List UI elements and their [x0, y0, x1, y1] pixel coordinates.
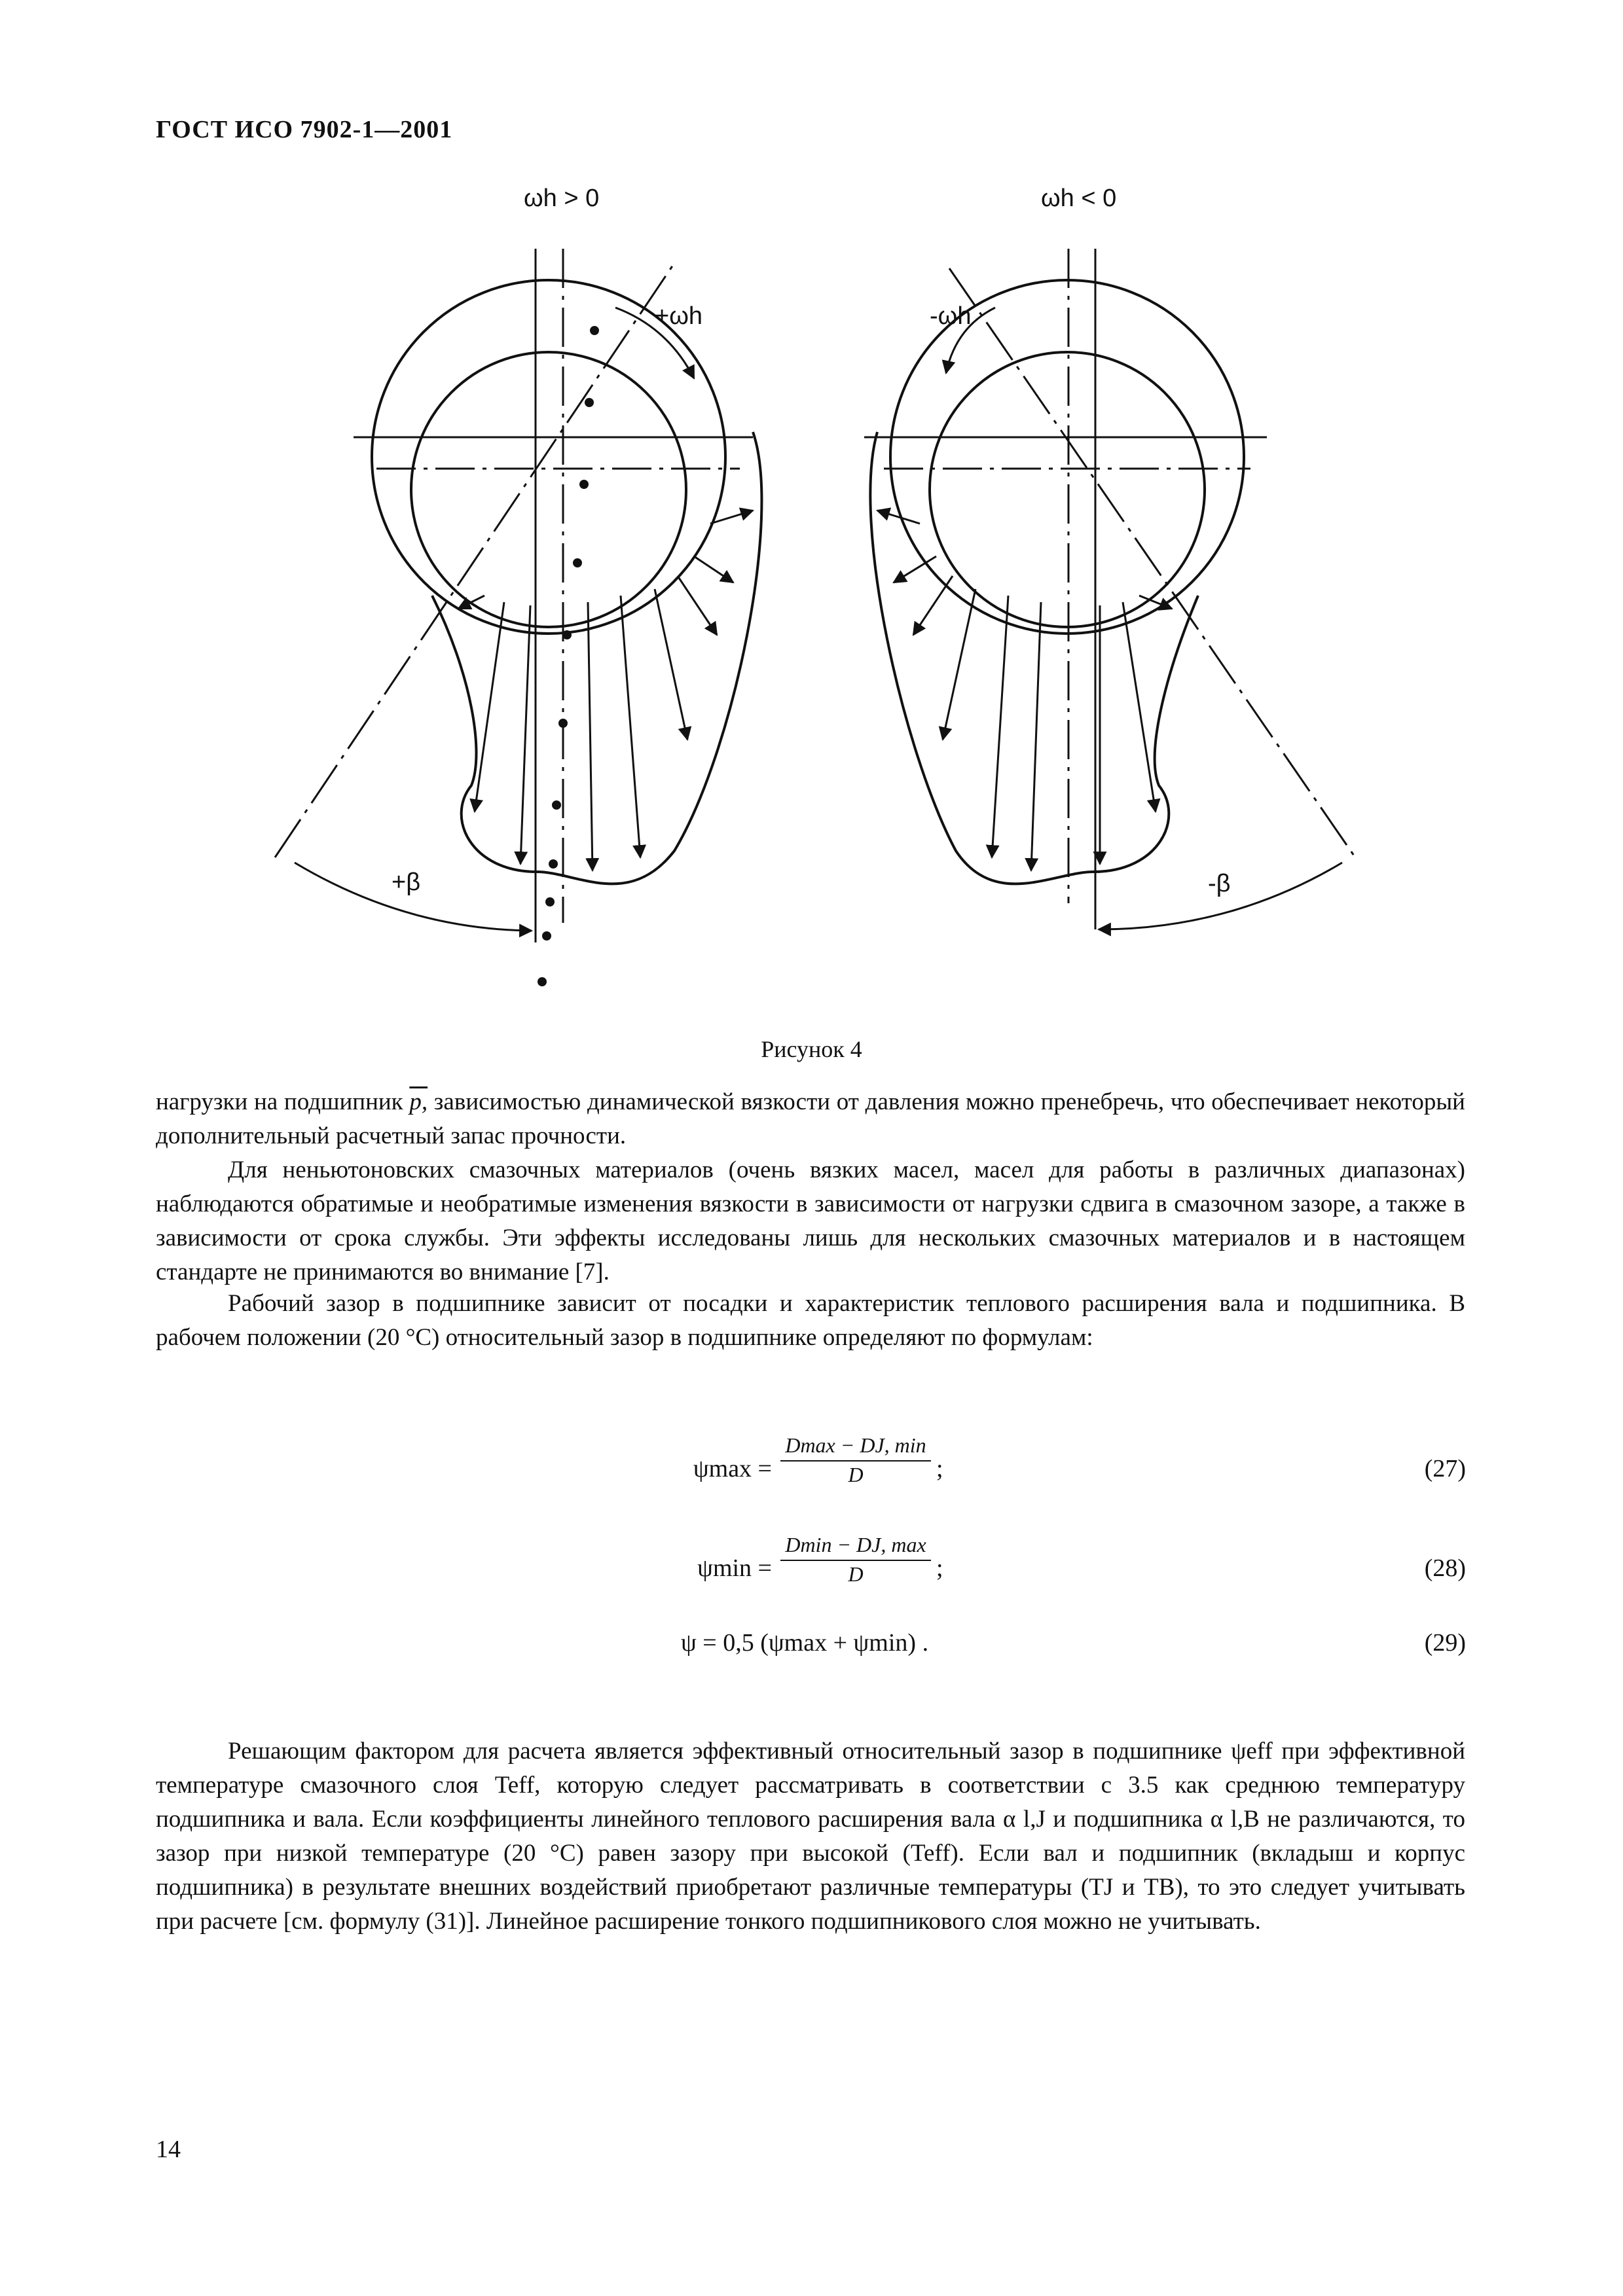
- page-number: 14: [156, 2136, 181, 2163]
- left-angle-label: +β: [392, 869, 421, 896]
- left-rotation-label: +ωh: [655, 302, 702, 330]
- paragraph-3: Рабочий зазор в подшипнике зависит от посадки и характеристик теплового расширения вала и подшипника. В рабочем положении (20 °C) относительный зазор в подшипнике определяют по формулам:: [156, 1290, 1465, 1351]
- formula-27: ψmax = Dmax − DJ, min D ; (27): [693, 1433, 1466, 1486]
- equation-number-28: (28): [1424, 1554, 1466, 1582]
- equation-number-27: (27): [1424, 1455, 1466, 1482]
- left-speed-label: ωh > 0: [524, 185, 600, 212]
- paragraph-4: Решающим фактором для расчета является эффективный относительный зазор в подшипнике ψeff при эффективной температуре смазочного слоя Teff, которую следует рассматривать в соответствии с 3.5 как среднюю температуру подшипника и вала. Если коэффициенты линейного теплового расширения вала α l,J и подшипника α l,B не различаются, то зазор при низкой температуре (20 °C) равен зазору при высокой (Teff). Если вал и подшипник (вкладыш и корпус подшипника) в результате внешних воздействий приобретают различные температуры (TJ и TB), то это следует учитывать при расчете [см. формулу (31)]. Линейное расширение тонкого подшипникового слоя можно не учитывать.: [156, 1738, 1465, 1935]
- formula-28: ψmin = Dmin − DJ, max D ; (28): [697, 1533, 1466, 1586]
- figure-caption: Рисунок 4: [761, 1036, 862, 1062]
- right-angle-label: -β: [1208, 870, 1231, 897]
- right-rotation-label: -ωh: [930, 302, 972, 330]
- bearing-diagram: [0, 177, 1623, 1028]
- paragraph-2: Для неньютоновских смазочных материалов (очень вязких масел, масел для работы в различных диапазонах) наблюдаются обратимые и необратимые изменения вязкости в зависимости от нагрузки сдвига в смазочном зазоре, а также в зависимости от срока службы. Эти эффекты исследованы лишь для нескольких смазочных материалов и в настоящем стандарте не принимаются во внимание [7].: [156, 1157, 1465, 1285]
- document-header: ГОСТ ИСО 7902-1—2001: [156, 116, 453, 143]
- formula-29: ψ = 0,5 (ψmax + ψmin) . (29): [681, 1629, 1466, 1657]
- right-speed-label: ωh < 0: [1041, 185, 1117, 212]
- equation-number-29: (29): [1424, 1629, 1466, 1657]
- paragraph-1: нагрузки на подшипник p, зависимостью динамической вязкости от давления можно пренебречь, что обеспечивает некоторый дополнительный расчетный запас прочности.: [156, 1088, 1465, 1149]
